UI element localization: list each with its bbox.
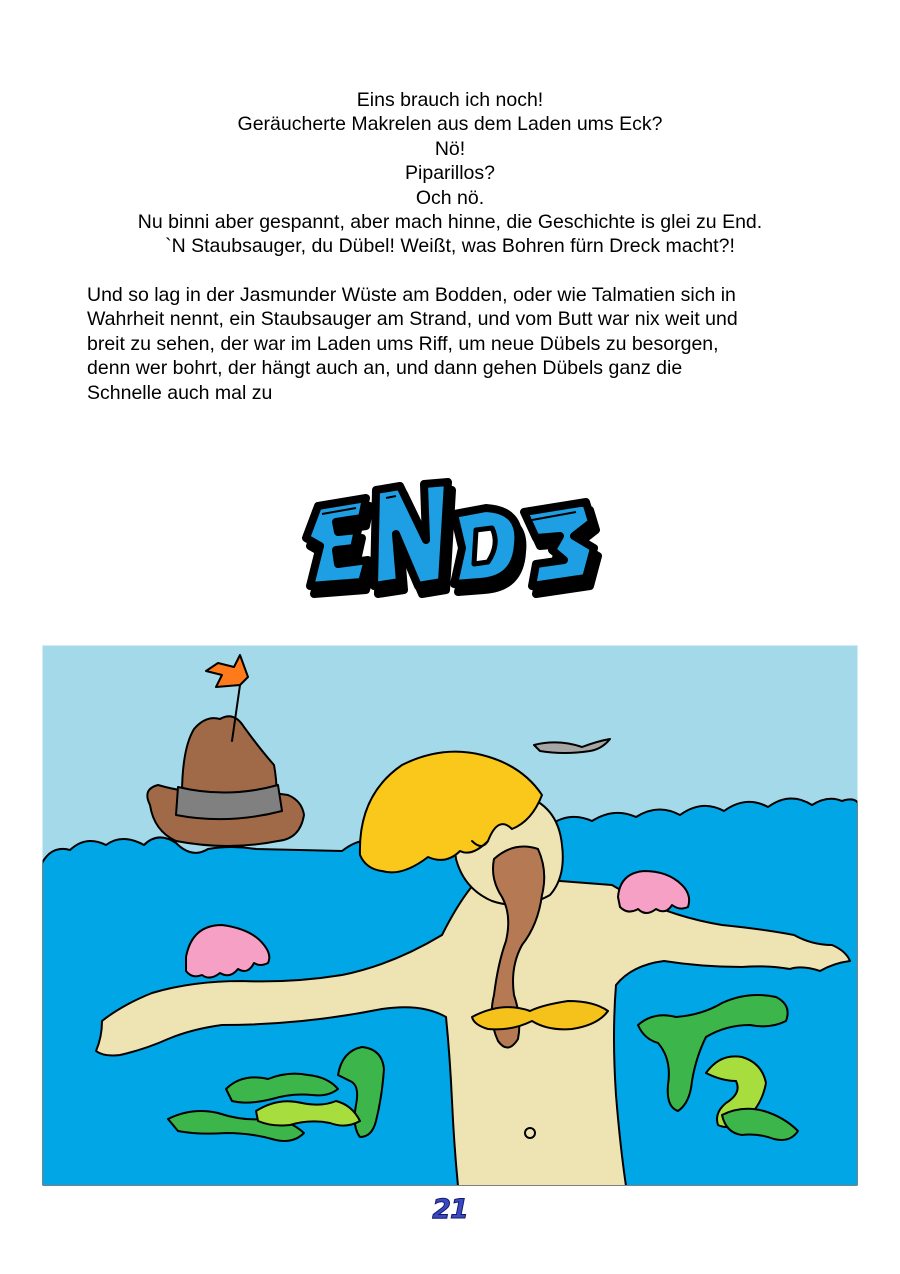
paragraph-line: Und so lag in der Jasmunder Wüste am Bodden, oder wie Talmatien sich in xyxy=(87,284,736,306)
paragraph-line: denn wer bohrt, der hängt auch an, und dann gehen Dübels ganz die xyxy=(87,357,683,380)
seaweed xyxy=(256,1101,360,1126)
paragraph-line: breit zu sehen, der war im Laden ums Riff, um neue Dübels zu besorgen, xyxy=(87,332,719,355)
page-number: 21 xyxy=(432,1194,468,1225)
dialogue-line: Piparillos? xyxy=(405,162,495,185)
paragraph-line: Wahrheit nennt, ein Staubsauger am Strand, und vom Butt war nix weit und xyxy=(87,308,738,331)
paragraph-line: Schnelle auch mal zu xyxy=(87,381,273,404)
dialogue-line: Och nö. xyxy=(415,186,485,209)
end-logo xyxy=(296,478,606,598)
dialogue-line: Nu binni aber gespannt, aber mach hinne, die Geschichte is glei zu End. xyxy=(137,211,763,234)
dialogue-block xyxy=(0,88,900,259)
dialogue-line: `N Staubsauger, du Dübel! Weißt, was Bohren fürn Dreck macht?! xyxy=(165,235,735,258)
dialogue-line: Geräucherte Makrelen aus dem Laden ums Eck? xyxy=(237,113,663,136)
end-logo-graphic xyxy=(296,478,606,598)
dialogue-line: Nö! xyxy=(434,137,466,160)
swimmer-scene-image xyxy=(42,645,858,1186)
dialogue-line: Eins brauch ich noch! xyxy=(356,89,544,111)
illustration xyxy=(42,645,858,1186)
story-paragraph xyxy=(87,283,817,405)
